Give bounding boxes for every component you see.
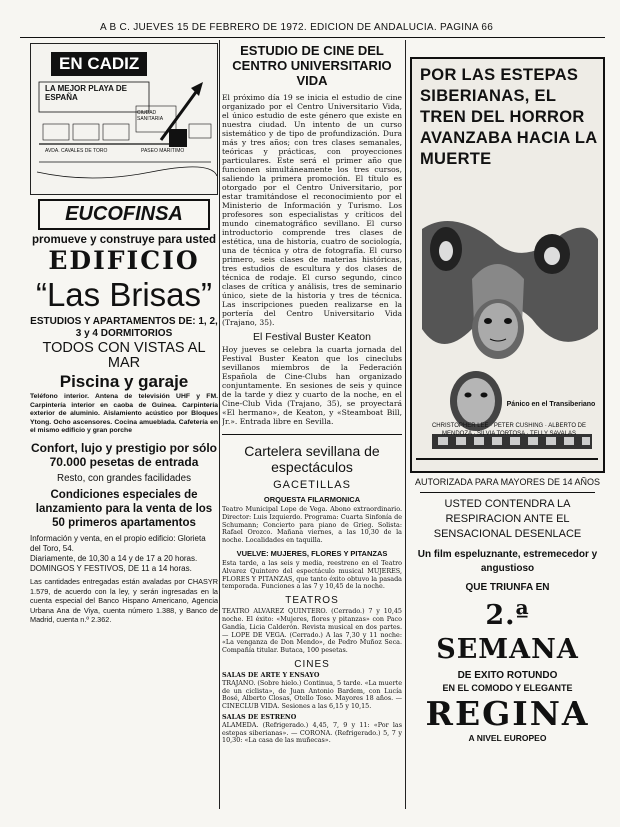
en-cadiz-badge: EN CADIZ [51,52,147,76]
salas-estreno-heading: SALAS DE ESTRENO [222,712,297,721]
film-ad [410,43,605,744]
horario-text: Diariamente, de 10,30 a 14 y de 17 a 20 horas. [30,553,198,563]
map-label-promenade: PASEO MARITIMO [141,148,185,154]
confort-text: Confort, lujo y prestigio por sólo 70.000 pesetas de entrada [31,440,217,469]
piscina-heading: Piscina y garaje [59,372,189,391]
film-poster [410,57,605,473]
eucofinsa-logo: EUCOFINSA [38,199,210,230]
poster-logo: Pánico en el Transiberiano [506,401,596,408]
vistas-text: TODOS CON VISTAS AL MAR [42,340,206,371]
article-title: ESTUDIO DE CINE DEL CENTRO UNIVERSITARIO VIDA [232,43,392,88]
orquesta-heading: ORQUESTA FILARMONICA [263,495,361,504]
autorizada-text: AUTORIZADA PARA MAYORES DE 14 AÑOS [414,477,601,487]
resto-text: Resto, con grandes facilidades [57,472,191,484]
triunfa-text: QUE TRIUNFA EN [465,582,550,593]
festival-subtitle: El Festival Buster Keaton [253,331,371,343]
regina-logo: REGINA [425,694,590,733]
map-label-hospital: CIUDAD SANITARIA [137,110,164,122]
promueve-text: promueve y construye para usted [31,234,217,246]
festival-body: Hoy jueves se celebra la cuarta jornada del Festival Buster Keaton que los cineclubs sevillanos miembros de la Federación Española de Cine-Clubs han organizado conjuntamente. En sesiones de seis y quince de la tarde y diez y cuarto de la noche, en el Cine-Club Vida (Trajano, 35), se proyectará «El hermano», de Keaton, y «Steamboat Bill, Jr.». Entrada libre en Sevilla. [222,345,402,426]
news-column [222,43,402,745]
poster-credits: CHRISTOPHER LEE · PETER CUSHING · ALBERTO DE MENDOZA · SILVIA TORTOSA · TELLY SAVALAS [431,423,587,437]
page-header: A B C. JUEVES 15 DE FEBRERO DE 1972. EDICION DE ANDALUCIA. PAGINA 66 [100,22,494,33]
features-text: Teléfono interior. Antena de televisión UHF y FM. Carpintería interior en caoba de Guinea. Carpintería exterior de aluminio. Aislamiento acústico por Bloques Ytong. Ocho ascensores. Cocina amueblada. Cafetería en el mismo edificio y gran porche [30,393,218,435]
contendra-text: USTED CONTENDRA LA RESPIRACION ANTE EL SENSACIONAL DESENLACE [433,498,582,540]
vuelve-text: Esta tarde, a las seis y media, reestreno en el Teatro Alvarez Quintero del espectáculo musical MUJERES, FLORES Y PITANZAS, que tanto éxito obtuvo la pasada temporada. Funciones a las 7 y 10,45 de la noche. [222,558,402,591]
teatros-heading: TEATROS [285,595,339,607]
domingos-text: DOMINGOS Y FESTIVOS, DE 11 a 14 horas. [30,563,192,573]
info-text: Información y venta, en el propio edificio: Glorieta del Toro, 54. [30,533,206,553]
las-brisas-heading: “Las Brisas” [35,276,213,313]
salas-arte-text: TRAJANO. (Sobre hielo.) Continua, 5 tarde. «La muerte de un ciclista», de Juan Antonio Bardem, con Lucía Bosé, Alberto Closas, Otello Toso. Mayores 18 años. — CINECLUB VIDA. Sesiones a las 6,15 y 10,15. [222,678,402,711]
cartelera-title: Cartelera sevillana de espectáculos [244,443,380,475]
condiciones-text: Condiciones especiales de lanzamiento para la venta de los 50 primeros apartamentos [35,488,213,529]
cines-heading: CINES [294,658,330,670]
orquesta-text: Teatro Municipal Lope de Vega. Abono extraordinario. Director: Luis Izquierdo. Programa: Cuarta Sinfonía de Schumann; Concierto para piano de Grieg. Solista: Rafael Orozco. Mañana viernes, a las 10,30 de la noche. Localidades en taquilla. [222,505,402,545]
article-body: El próximo día 19 se inicia el estudio de cine organizado por el Centro Universitario Vida, el único estudio de este género que existe en nuestra ciudad. Un intento de un curso sistemático y de tipo de profundización. Dura más y tres años; con tres clases semanales, teóricas y prácticas, con proyecciones particulares. Este será el primer año que funcionen simultáneamente los tres cursos, saliendo la primera promoción. El título es otorgado por el Centro Universitario, por estar tramitándose el reconocimiento por el Ministerio de Información y Turismo. Los profesores son especialistas y críticos del mundo cinematográfico sevillano. El curso introductorio comprende tres clases de estética, una de historia, cuatro de sociología, una de técnica y otra de fotografía. El curso primero, seis clases de materias históricas, tres estudios de escultura y dos clases de técnica de rodaje. El curso segundo, cinco clases de crítica y análisis, tres de seminario único, siete de la historia y tres de técnica. Las inscripciones pueden realizarse en la portería del Centro Universitario Vida (Trajano, 35). [222,93,402,327]
film-tagline: Un film espeluznante, estremecedor y angustioso [417,549,598,574]
ad-rule [420,492,595,493]
exito-text: DE EXITO ROTUNDO [457,670,558,681]
gacetillas-heading: GACETILLAS [273,479,351,491]
column-divider-2 [405,40,406,809]
nivel-text: A NIVEL EUROPEO [468,733,547,743]
semana-heading: 2.ª SEMANA [436,600,579,665]
cantidades-text: Las cantidades entregadas están avaladas por CHASYR 1.579, de acuerdo con la ley, y serán ingresadas en la cuenta especial del Banco Hispano Americano, Agencia Urbana Ana de Viya, cuenta número 1.388, y Banco de Madrid, cuenta n.º 2.362. [30,576,218,625]
header-rule [20,37,605,38]
map-title: LA MEJOR PLAYA DE ESPAÑA [45,84,127,102]
edificio-heading: EDIFICIO [48,246,200,275]
map-label-avenue: AVDA. CAVALES DE TORO [45,148,108,154]
comodo-text: EN EL COMODO Y ELEGANTE [442,683,573,693]
salas-arte-heading: SALAS DE ARTE Y ENSAYO [222,670,320,679]
column-divider-1 [219,40,220,809]
poster-headline: POR LAS ESTEPAS SIBERIANAS, EL TREN DEL HORROR AVANZABA HACIA LA MUERTE [420,66,597,168]
real-estate-ad [30,43,218,625]
cadiz-map-illustration [30,43,218,195]
vuelve-heading: VUELVE: MUJERES, FLORES Y PITANZAS [236,548,388,558]
teatros-text: TEATRO ALVAREZ QUINTERO. (Cerrado.) 7 y 10,45 noche. El éxito: «Mujeres, flores y pitanzas» con Paco Gandía, Licia Calderón. Revista musical en dos partes. — LOPE DE VEGA. (Cerrado.) A las 7,30 y 11 noche: «La venganza de Don Mendo», de Pedro Muñoz Seca. Compañía titular. Butaca, 100 pesetas. [222,607,402,655]
estudios-text: ESTUDIOS Y APARTAMENTOS DE: 1, 2, 3 y 4 DORMITORIOS [30,316,218,339]
section-rule [222,434,402,435]
salas-estreno-text: ALAMEDA. (Refrigerado.) 4,45, 7, 9 y 11: «Por las estepas siberianas». — CORONA. (Refrigerado.) 5, 7 y 10,30: «La casa de las muñecas». [222,720,402,745]
map-drawing [31,44,217,192]
